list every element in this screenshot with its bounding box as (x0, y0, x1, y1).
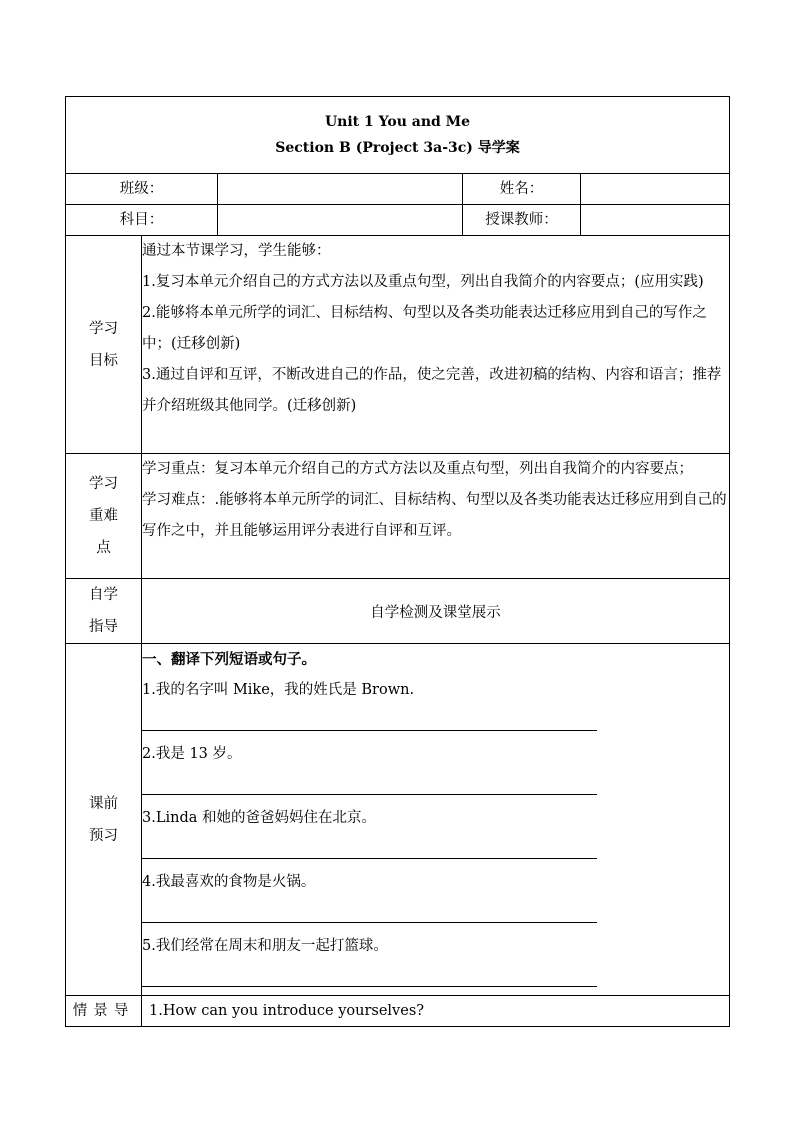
subject-label: 科目： (66, 205, 218, 236)
translate-section-title: 一、翻译下列短语或句子。 (142, 651, 316, 668)
objective-item: 3.通过自评和互评，不断改进自己的作品，使之完善，改进初稿的结构、内容和语言；推荐并介绍班级其他同学。(迁移创新) (142, 367, 722, 414)
guide-content: 自学检测及课堂展示 (142, 579, 730, 644)
key-difficulty-text: 学习难点：.能够将本单元所学的词汇、目标结构、句型以及各类功能表达迁移应用到自己的写作之中，并且能够运用评分表进行自评和互评。 (142, 492, 727, 539)
question-1: 1.我的名字叫 Mike，我的姓氏是 Brown. (142, 682, 415, 698)
preview-row (66, 644, 730, 996)
answer-line-2[interactable] (142, 770, 597, 795)
class-label: 班级： (66, 174, 218, 205)
keypoints-label-cell (66, 454, 142, 579)
subject-teacher-row (66, 205, 730, 236)
class-name-row (66, 174, 730, 205)
objectives-row (66, 236, 730, 454)
keypoints-label: 学习重难点 (89, 476, 118, 556)
class-field[interactable] (218, 174, 463, 205)
objective-item: 1.复习本单元介绍自己的方式方法以及重点句型，列出自我简介的内容要点；(应用实践) (142, 274, 704, 290)
question-4: 4.我最喜欢的食物是火锅。 (142, 874, 316, 890)
objective-item: 2.能够将本单元所学的词汇、目标结构、句型以及各类功能表达迁移应用到自己的写作之中；(迁移创新) (142, 305, 707, 352)
guide-label: 自学指导 (89, 587, 118, 635)
answer-line-3[interactable] (142, 834, 597, 859)
objectives-content (142, 236, 730, 454)
question-2: 2.我是 13 岁。 (142, 746, 242, 762)
preview-content (142, 644, 730, 996)
objectives-label-cell (66, 236, 142, 454)
answer-line-4[interactable] (142, 898, 597, 923)
guide-label-cell (66, 579, 142, 644)
objectives-intro: 通过本节课学习，学生能够： (142, 243, 331, 259)
objectives-label: 学习目标 (89, 320, 118, 369)
answer-line-5[interactable] (142, 962, 597, 987)
unit-title: Unit 1 You and Me (324, 114, 471, 130)
name-label: 姓名： (463, 174, 581, 205)
keypoints-row (66, 454, 730, 579)
section-title: Section B (Project 3a-3c) 导学案 (275, 140, 520, 156)
key-focus-text: 学习重点：复习本单元介绍自己的方式方法以及重点句型，列出自我简介的内容要点； (142, 461, 693, 477)
teacher-label: 授课教师： (463, 205, 581, 236)
guide-row (66, 579, 730, 644)
keypoints-content (142, 454, 730, 579)
title-row (66, 97, 730, 174)
teacher-field[interactable] (581, 205, 730, 236)
subject-field[interactable] (218, 205, 463, 236)
preview-label: 课前预习 (89, 795, 118, 844)
name-field[interactable] (581, 174, 730, 205)
worksheet-table (65, 96, 730, 1027)
scenario-label: 情景导 (66, 996, 142, 1027)
scenario-item: 1.How can you introduce yourselves? (142, 996, 730, 1027)
question-3: 3.Linda 和她的爸爸妈妈住在北京。 (142, 810, 376, 826)
answer-line-1[interactable] (142, 706, 597, 731)
question-5: 5.我们经常在周末和朋友一起打篮球。 (142, 938, 388, 954)
preview-label-cell (66, 644, 142, 996)
scenario-row (66, 996, 730, 1027)
title-cell (66, 97, 730, 174)
